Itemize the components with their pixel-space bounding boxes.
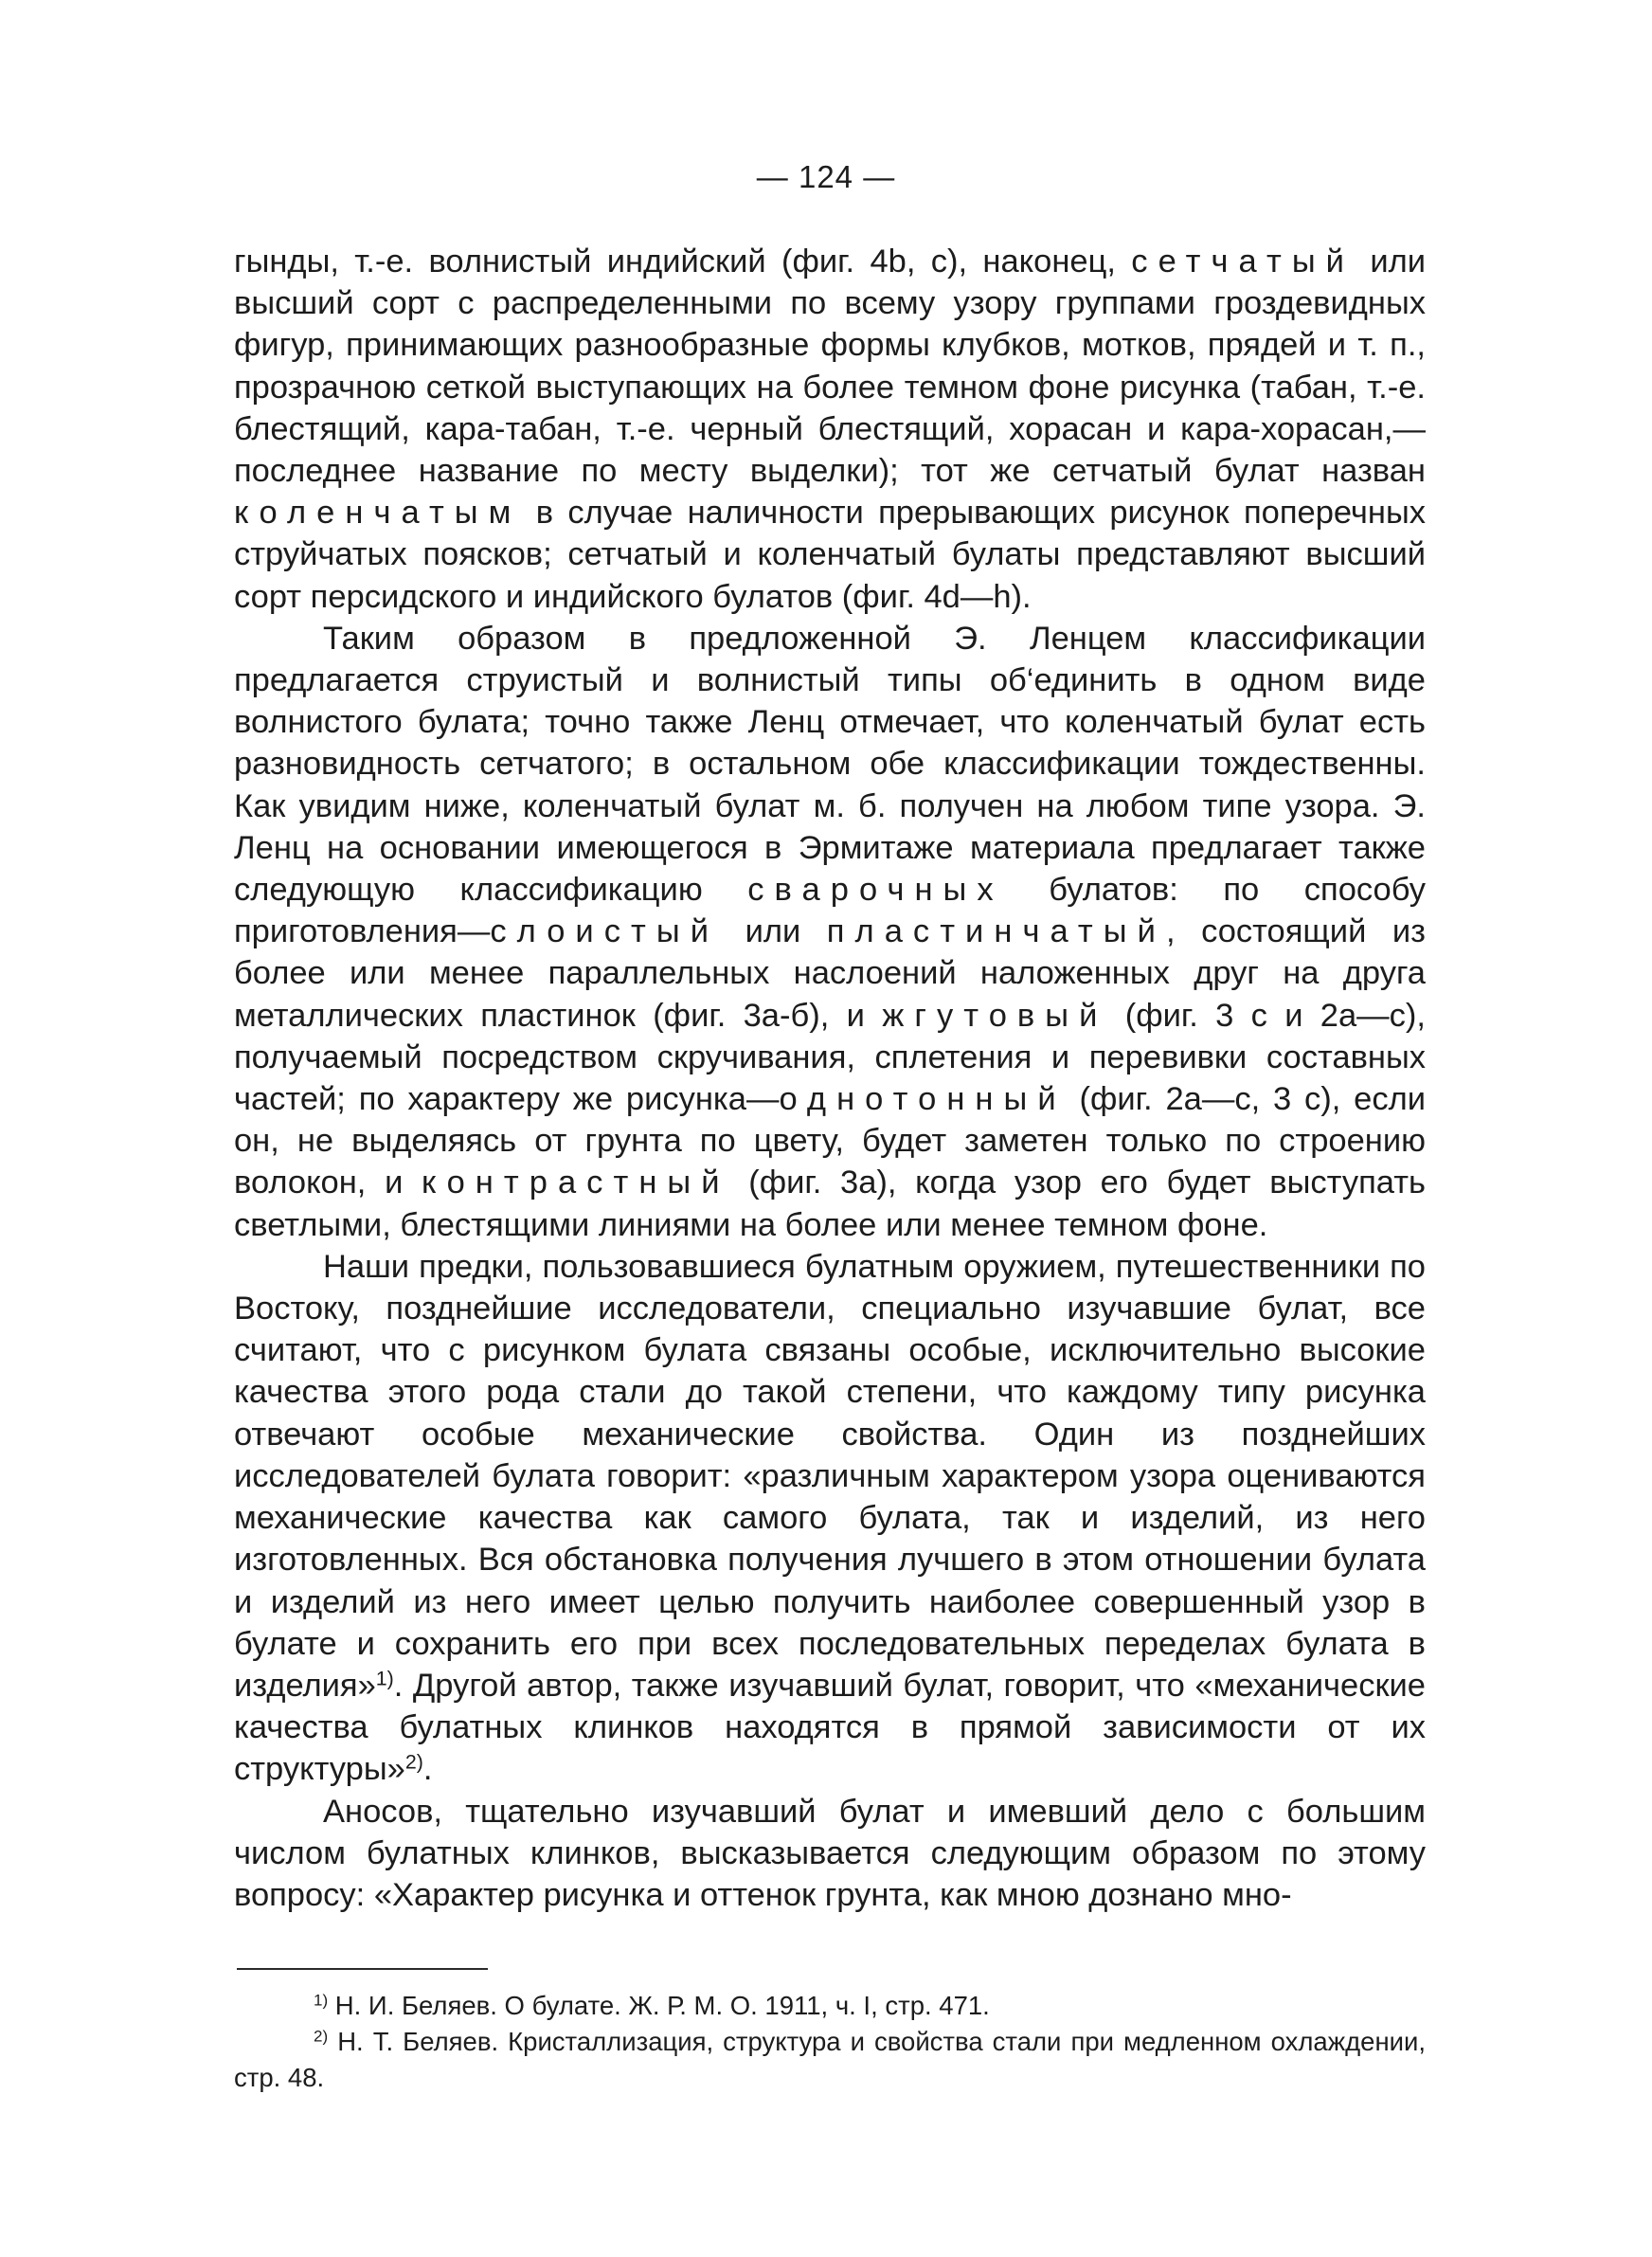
- text-run: (фиг. 3a), когда узор его будет выступать светлыми, блестящими линиями на более или менее темном фоне.: [234, 1165, 1426, 1243]
- main-text: [234, 241, 1426, 1916]
- text-run: или: [719, 913, 827, 950]
- footnote-separator: [237, 1968, 488, 1970]
- spaced-emphasis-term: пластинчатый: [826, 913, 1166, 950]
- text-run: булатов: по способу приготовления—: [234, 872, 1426, 950]
- spaced-emphasis-term: жгутовый: [882, 997, 1108, 1034]
- footnotes: [234, 1988, 1426, 2096]
- text-run: , состоящий из более или менее параллельных наслоений наложенных друг на друга металлических пластинок (фиг. 3a-б), и: [234, 913, 1426, 1034]
- footnote-1-mark: 1): [314, 1991, 329, 2010]
- footnote-1: [234, 1988, 1426, 2024]
- footnote-reference: 2): [404, 1750, 423, 1774]
- text-run: .: [422, 1751, 433, 1788]
- spaced-emphasis-term: сетчатый: [1131, 244, 1355, 280]
- spaced-emphasis-term: контрастный: [422, 1165, 730, 1201]
- text-run: или высший сорт с распределенными по всему узору группами гроздевидных фигур, принимающих разнообразные формы клубков, мотков, прядей и т. п., прозрачною сеткой выступающих на более темном фоне рисунка (табан, т.-е. блестящий, кара-табан, т.-е. черный блестящий, хорасан и кара-хорасан,—последнее название по месту выделки); тот же сетчатый булат назван: [234, 244, 1426, 490]
- footnote-1-text: Н. И. Беляев. О булате. Ж. Р. М. О. 1911, ч. I, стр. 471.: [328, 1991, 990, 2020]
- footnote-reference: 1): [375, 1667, 394, 1690]
- text-run: Наши предки, пользовавшиеся булатным оружием, путешественники по Востоку, позднейшие исследователи, специально изучавшие булат, все считают, что с рисунком булата связаны особые, исключительно высокие качества этого рода стали до такой степени, что каждому типу рисунка отвечают особые механические свойства. Один из позднейших исследователей булата говорит: «различным характером узора оцениваются механические качества как самого булата, так и изделий, из него изготовленных. Вся обстановка получения лучшего в этом отношении булата и изделий из него имеет целью получить наиболее совершенный узор в булате и сохранить его при всех последовательных переделах булата в изделия»: [234, 1248, 1426, 1704]
- paragraph-1: [234, 241, 1426, 618]
- text-run: гынды, т.-е. волнистый индийский (фиг. 4b, c), наконец,: [234, 244, 1132, 280]
- page-number: — 124 —: [756, 159, 896, 194]
- text-run: в случае наличности прерывающих рисунок поперечных струйчатых поясков; сетчатый и коленчатый булаты представляют высший сорт персидского и индийского булатов (фиг. 4d—h).: [234, 495, 1426, 615]
- paragraph-2: [234, 618, 1426, 1246]
- text-run: (фиг. 3 c и 2a—c), получаемый посредством скручивания, сплетения и перевивки составных частей; по характеру же рисунка—: [234, 997, 1426, 1118]
- text-run: Аносов, тщательно изучавший булат и имевший дело с большим числом булатных клинков, высказывается следующим образом по этому вопросу: «Характер рисунка и оттенок грунта, как мною дознано мно-: [234, 1793, 1426, 1913]
- spaced-emphasis-term: слоистый: [490, 913, 720, 950]
- paragraph-4: [234, 1791, 1426, 1917]
- spaced-emphasis-term: однотонный: [779, 1081, 1067, 1118]
- paragraph-3: [234, 1246, 1426, 1791]
- footnote-2-mark: 2): [314, 2027, 329, 2046]
- spaced-emphasis-term: коленчатым: [234, 495, 522, 532]
- footnote-2: [234, 2024, 1426, 2096]
- text-run: . Другой автор, также изучавший булат, говорит, что «механические качества булатных клинков находятся в прямой зависимости от их структуры»: [234, 1667, 1426, 1788]
- spaced-emphasis-term: сварочных: [747, 872, 1004, 909]
- text-run: Таким образом в предложенной Э. Ленцем классификации предлагается струистый и волнистый типы об‘единить в одном виде волнистого булата; точно также Ленц отмечает, что коленчатый булат есть разновидность сетчатого; в остальном обе классификации тождественны. Как увидим ниже, коленчатый булат м. б. получен на любом типе узора. Э. Ленц на основании имеющегося в Эрмитаже материала предлагает также следующую классификацию: [234, 620, 1426, 909]
- text-run: (фиг. 2a—c, 3 c), если он, не выделяясь от грунта по цвету, будет заметен только по строению волокон, и: [234, 1081, 1427, 1201]
- footnote-2-text: Н. Т. Беляев. Кристаллизация, структура и свойства стали при медленном охлаждении, стр. 48.: [234, 2027, 1426, 2092]
